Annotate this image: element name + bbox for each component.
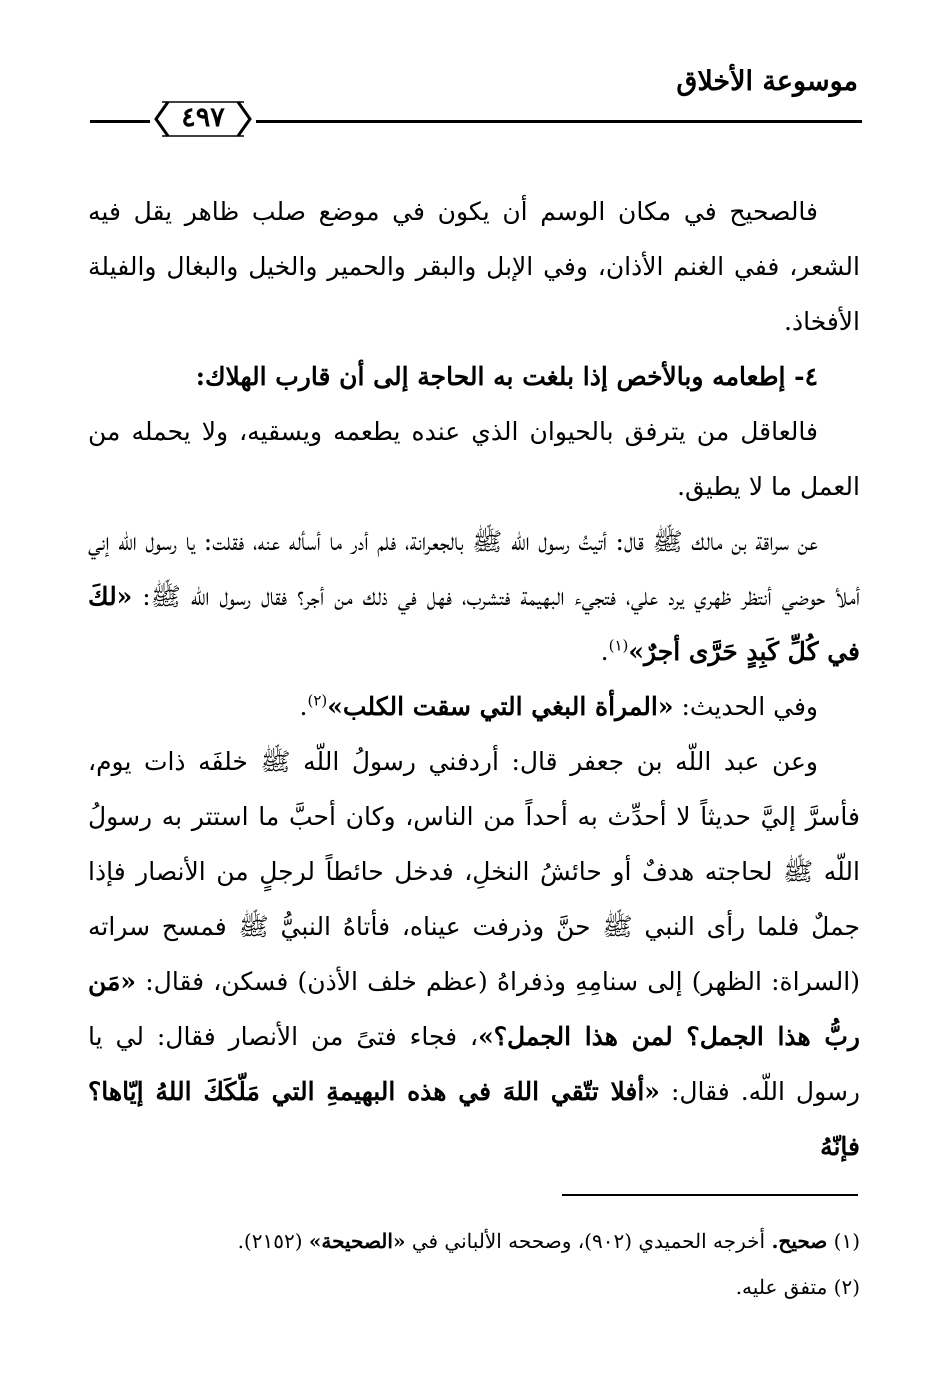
footnotes: [88, 1218, 860, 1310]
footnote-1-ref: (٢١٥٢).: [237, 1229, 303, 1253]
footnote-2: (٢) متفق عليه.: [735, 1275, 860, 1299]
footnote-1-number: (١): [833, 1229, 860, 1253]
paragraph-gentleness: فالعاقل من يترفق بالحيوان الذي عنده يطعمه ويسقيه، ولا يحمله من العمل ما لا يطيق.: [88, 417, 860, 501]
dog-hadith-quote: «المرأة البغي التي سقت الكلب»: [327, 692, 674, 721]
footnote-1-book: «الصحيحة»: [308, 1229, 406, 1253]
page-number: ٤٩٧: [181, 102, 225, 133]
footnote-1: [88, 1218, 860, 1264]
paragraph-branding-location: فالصحيح في مكان الوسم أن يكون في موضع صلب ظاهر يقل فيه الشعر، ففي الغنم الأذان، وفي الإبل والبقر والحمير والخيل والبغال والفيلة الأفخاذ.: [88, 197, 861, 336]
header-rule-right: [256, 120, 862, 123]
footnote-1-source: أخرجه الحميدي (٩٠٢)، وصححه الألباني في: [411, 1229, 766, 1253]
paragraph-dog-hadith: وفي الحديث: «المرأة البغي التي سقت الكلب»$^{(٢)}$.: [299, 691, 818, 721]
main-text: [88, 184, 860, 1174]
paragraph-camel-hadith: [88, 734, 860, 1174]
section-heading-feeding: ٤- إطعامه وبالأخص إذا بلغت به الحاجة إلى أن قارب الهلاك:: [195, 362, 818, 391]
footnote-ref-2[interactable]: (٢): [307, 691, 328, 710]
footnote-1-grade: صحيح.: [771, 1229, 828, 1253]
suraqa-hadith-quote: «لكَ في كُلِّ كَبِدٍ حَرَّى أجرٌ»: [88, 582, 860, 666]
camel-hadith-quote-1: «مَن ربُّ هذا الجمل؟ لمن هذا الجمل؟»: [88, 967, 860, 1051]
suraqa-hadith-text: عن سراقة بن مالك ﷺ قال: أتيتُ رسول اللّه ﷺ بالجعرانة، فلم أدر ما أسأله عنه، فقلت: يا رسول اللّه إني أملأ حوضي أنتظر ظهري يرد علي، فتجيء البهيمة فتشرب، فهل في ذلك من أجر؟ فقال رسول اللّه ﷺ:: [88, 527, 861, 611]
camel-hadith-text-2: ، فجاء فتىً من الأنصار فقال: لي يا رسول اللّه. فقال:: [88, 1022, 861, 1106]
page-number-frame: [150, 96, 256, 142]
camel-hadith-quote-2: «أفلا تتّقي اللهَ في هذه البهيمةِ التي مَلّكَكَ اللهُ إيّاها؟ فإنّهُ: [88, 1077, 860, 1161]
paragraph-suraqa-hadith: عن سراقة بن مالك ﷺ قال: أتيتُ رسول اللّه ﷺ بالجعرانة، فلم أدر ما أسأله عنه، فقلت: يا رسول اللّه إني أملأ حوضي أنتظر ظهري يرد علي، فتجيء البهيمة فتشرب، فهل في ذلك من أجر؟ فقال رسول اللّه ﷺ: «لكَ في كُلِّ كَبِدٍ حَرَّى أجرٌ»$^{(١)}$.: [88, 527, 861, 666]
footnote-separator: [562, 1194, 858, 1196]
header-rule-left: [90, 120, 150, 123]
dog-hadith-intro: وفي الحديث:: [681, 692, 818, 721]
camel-hadith-text: وعن عبد اللّه بن جعفر قال: أردفني رسولُ اللّه ﷺ خلفَه ذات يوم، فأسرَّ إليَّ حديثاً لا أحدِّث به أحداً من الناس، وكان أحبَّ ما استتر به رسولُ اللّه ﷺ لحاجته هدفٌ أو حائشُ النخلِ، فدخل حائطاً لرجلٍ من الأنصار فإذا جملٌ فلما رأى النبي ﷺ حنَّ وذرفت عيناه، فأتاهُ النبيُّ ﷺ فمسح سراته (السراة: الظهر) إلى سنامِهِ وذفراهُ (عظم خلف الأذن) فسكن، فقال:: [88, 747, 860, 996]
footnote-ref-1[interactable]: (١): [608, 636, 629, 655]
running-header-title: موسوعة الأخلاق: [676, 66, 858, 97]
